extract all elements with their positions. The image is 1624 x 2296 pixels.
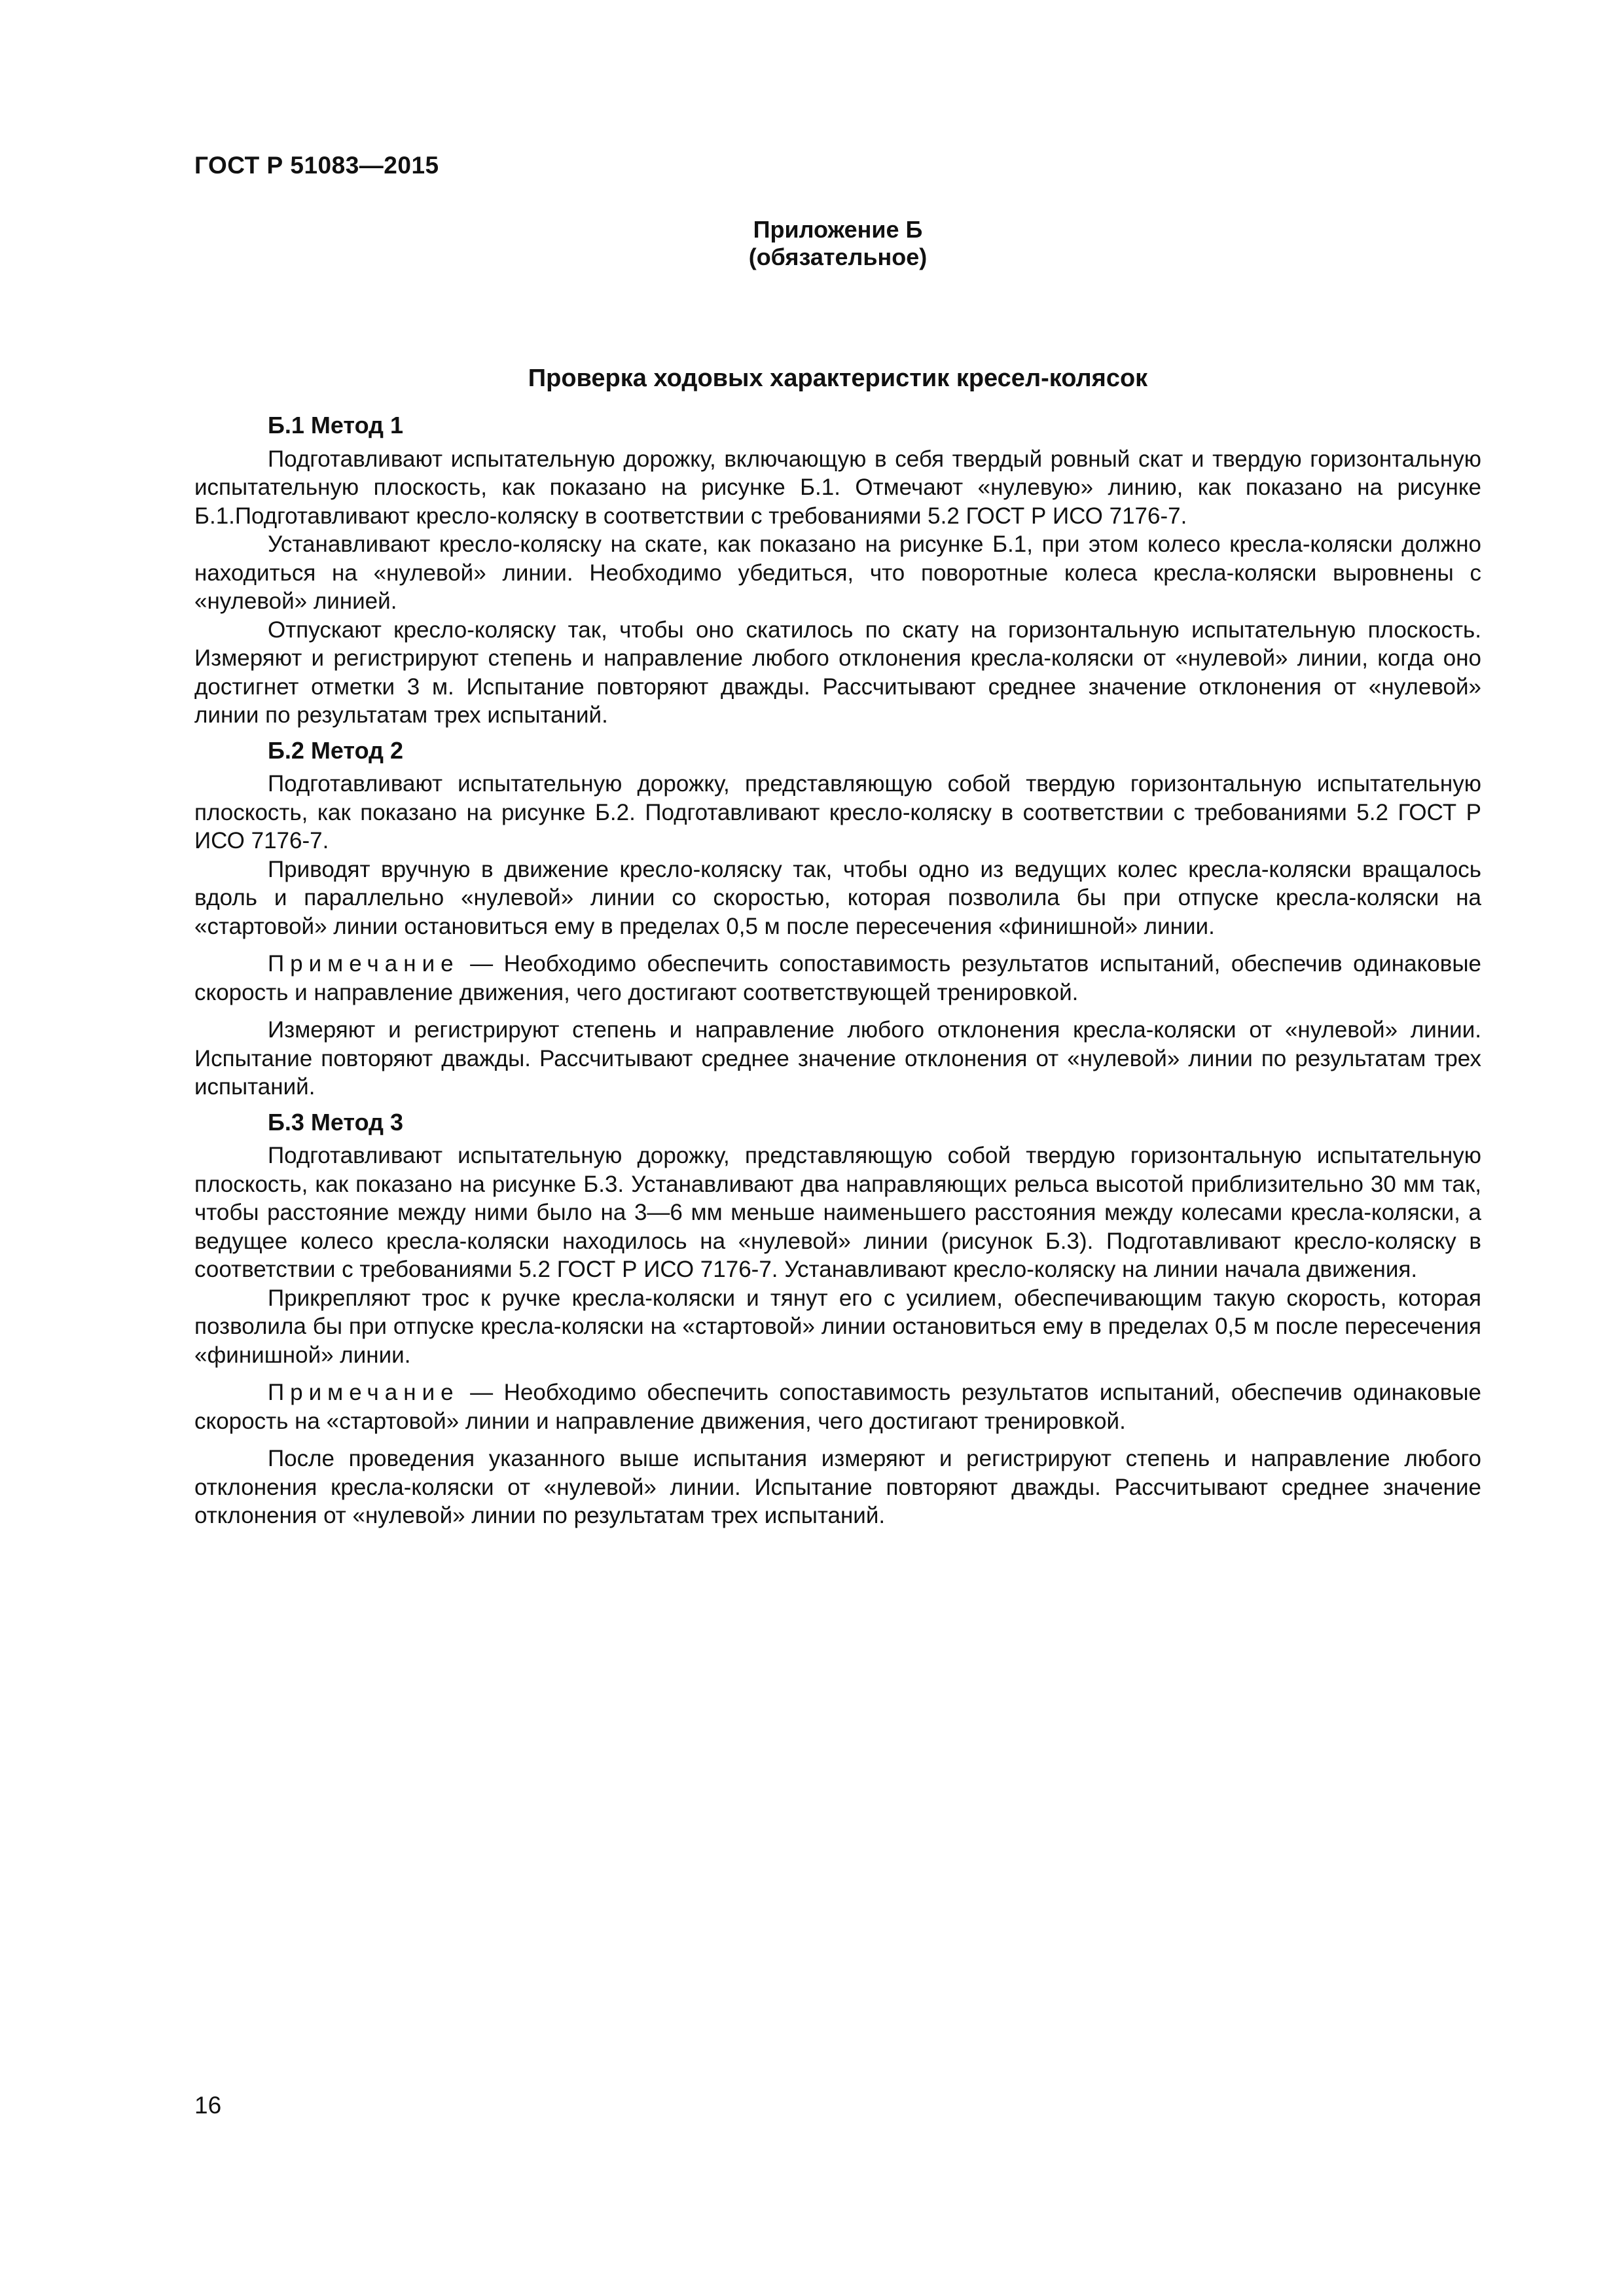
appendix-label: Приложение Б	[753, 216, 923, 243]
paragraph: Отпускают кресло-коляску так, чтобы оно скатилось по скату на горизонтальную испытательную плоскость. Измеряют и регистрируют степень и направление любого отклонения кресла-коляски от «нулевой» линии, когда оно достигнет отметки 3 м. Испытание повторяют дважды. Рассчитывают среднее значение отклонения от «нулевой» линии по результатам трех испытаний.	[194, 617, 1481, 728]
paragraph: Прикрепляют трос к ручке кресла-коляски и тянут его с усилием, обеспечивающим такую скорость, которая позволила бы при отпуске кресла-коляски на «стартовой» линии остановиться ему в пределах 0,5 м после пересечения «финишной» линии.	[194, 1285, 1481, 1368]
paragraph: Подготавливают испытательную дорожку, включающую в себя твердый ровный скат и твердую горизонтальную испытательную плоскость, как показано на рисунке Б.1. Отмечают «нулевую» линию, как показано на рисунке Б.1.Подготавливают кресло-коляску в соответствии с требованиями 5.2 ГОСТ Р ИСО 7176-7.	[194, 446, 1481, 529]
note-label: Примечание	[268, 1380, 460, 1405]
note-text: — Необходимо обеспечить сопоставимость результатов испытаний, обеспечив одинаковые скорость и направление движения, чего достигают соответствующей тренировкой.	[194, 951, 1481, 1005]
section-heading: Б.3 Метод 3	[268, 1108, 403, 1136]
paragraph: Подготавливают испытательную дорожку, представляющую собой твердую горизонтальную испытательную плоскость, как показано на рисунке Б.3. Устанавливают два направляющих рельса высотой приблизительно 30 мм так, чтобы расстояние между ними было на 3—6 мм меньше наименьшего расстояния между колесами кресла-коляски, а ведущее колесо кресла-коляски находилось на «нулевой» линии (рисунок Б.3). Подготавливают кресло-коляску в соответствии с требованиями 5.2 ГОСТ Р ИСО 7176-7. Устанавливают кресло-коляску на линии начала движения.	[194, 1143, 1481, 1282]
paragraph: Измеряют и регистрируют степень и направление любого отклонения кресла-коляски от «нулевой» линии. Испытание повторяют дважды. Рассчитывают среднее значение отклонения от «нулевой» линии по результатам трех испытаний.	[194, 1017, 1481, 1100]
document-code: ГОСТ Р 51083—2015	[194, 152, 439, 179]
section-b2	[194, 736, 1481, 1102]
page-number: 16	[194, 2092, 222, 2119]
section-b1	[194, 411, 1481, 730]
note-text: — Необходимо обеспечить сопоставимость результатов испытаний, обеспечив одинаковые скорость на «стартовой» линии и направление движения, чего достигают тренировкой.	[194, 1380, 1481, 1434]
section-heading: Б.2 Метод 2	[268, 736, 403, 764]
appendix-status: (обязательное)	[748, 243, 928, 270]
paragraph: После проведения указанного выше испытания измеряют и регистрируют степень и направление любого отклонения кресла-коляски от «нулевой» линии. Испытание повторяют дважды. Рассчитывают среднее значение отклонения от «нулевой» линии по результатам трех испытаний.	[194, 1446, 1481, 1528]
document-body	[194, 411, 1481, 1537]
paragraph: Подготавливают испытательную дорожку, представляющую собой твердую горизонтальную испытательную плоскость, как показано на рисунке Б.2. Подготавливают кресло-коляску в соответствии с требованиями 5.2 ГОСТ Р ИСО 7176-7.	[194, 771, 1481, 853]
appendix-title: Проверка ходовых характеристик кресел-колясок	[528, 365, 1148, 392]
section-heading: Б.1 Метод 1	[268, 412, 403, 439]
paragraph: Приводят вручную в движение кресло-коляску так, чтобы одно из ведущих колес кресла-коляски вращалось вдоль и параллельно «нулевой» линии со скоростью, которая позволила бы при отпуске кресла-коляски на «стартовой» линии остановиться ему в пределах 0,5 м после пересечения «финишной» линии.	[194, 856, 1481, 939]
paragraph: Устанавливают кресло-коляску на скате, как показано на рисунке Б.1, при этом колесо кресла-коляски должно находиться на «нулевой» линии. Необходимо убедиться, что поворотные колеса кресла-коляски выровнены с «нулевой» линией.	[194, 531, 1481, 614]
note-paragraph	[194, 1378, 1481, 1435]
note-label: Примечание	[268, 951, 460, 977]
section-b3	[194, 1108, 1481, 1530]
appendix-heading	[194, 216, 1481, 271]
note-paragraph	[194, 950, 1481, 1007]
